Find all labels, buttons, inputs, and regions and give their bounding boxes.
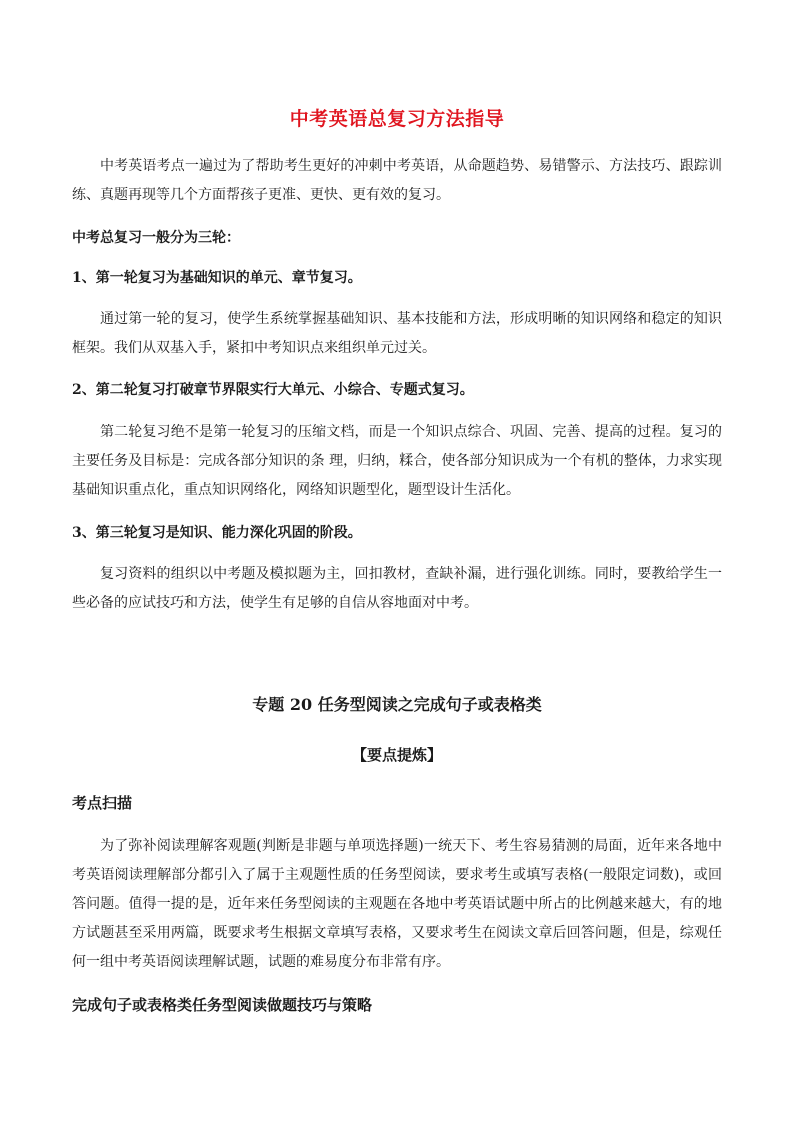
document-page <box>72 0 722 1123</box>
round2-heading: 2、第二轮复习打破章节界限实行大单元、小综合、专题式复习。 <box>72 382 474 398</box>
round2-paragraph: 第二轮复习绝不是第一轮复习的压缩文档，而是一个知识点综合、巩固、完善、提高的过程。复习的主要任务及目标是：完成各部分知识的条 理，归纳，糅合，使各部分知识成为一个有机的整体，力求实现基础知识重点化，重点知识网络化，网络知识题型化，题型设计生活化。 <box>72 424 722 498</box>
round1-paragraph: 通过第一轮的复习，使学生系统掌握基础知识、基本技能和方法，形成明晰的知识网络和稳定的知识框架。我们从双基入手，紧扣中考知识点来组织单元过关。 <box>72 311 722 356</box>
rounds-heading: 中考总复习一般分为三轮： <box>72 230 240 246</box>
round1-heading: 1、第一轮复习为基础知识的单元、章节复习。 <box>72 270 362 286</box>
intro-paragraph: 中考英语考点一遍过为了帮助考生更好的冲刺中考英语，从命题趋势、易错警示、方法技巧、跟踪训练、真题再现等几个方面帮孩子更准、更快、更有效的复习。 <box>72 158 722 203</box>
round3-paragraph: 复习资料的组织以中考题及模拟题为主，回扣教材，查缺补漏，进行强化训练。同时，要教给学生一些必备的应试技巧和方法，使学生有足够的自信从容地面对中考。 <box>72 566 722 611</box>
document-title: 中考英语总复习方法指导 <box>289 108 505 130</box>
scan-paragraph: 为了弥补阅读理解客观题(判断是非题与单项选择题)一统天下、考生容易猜测的局面，近年来各地中考英语阅读理解部分都引入了属于主观题性质的任务型阅读，要求考生或填写表格(一般限定词数)，或回答问题。值得一提的是，近年来任务型阅读的主观题在各地中考英语试题中所占的比例越来越大，有的地方试题甚至采用两篇，既要求考生根据文章填写表格，又要求考生在阅读文章后回答问题，但是，综观任何一组中考英语阅读理解试题，试题的难易度分布非常有序。 <box>72 838 722 970</box>
round3-heading: 3、第三轮复习是知识、能力深化巩固的阶段。 <box>72 525 362 541</box>
strategy-heading: 完成句子或表格类任务型阅读做题技巧与策略 <box>72 996 373 1014</box>
scan-heading: 考点扫描 <box>72 794 133 812</box>
topic-title: 专题 20 任务型阅读之完成句子或表格类 <box>252 695 542 714</box>
key-points-heading: 【要点提炼】 <box>351 746 442 764</box>
